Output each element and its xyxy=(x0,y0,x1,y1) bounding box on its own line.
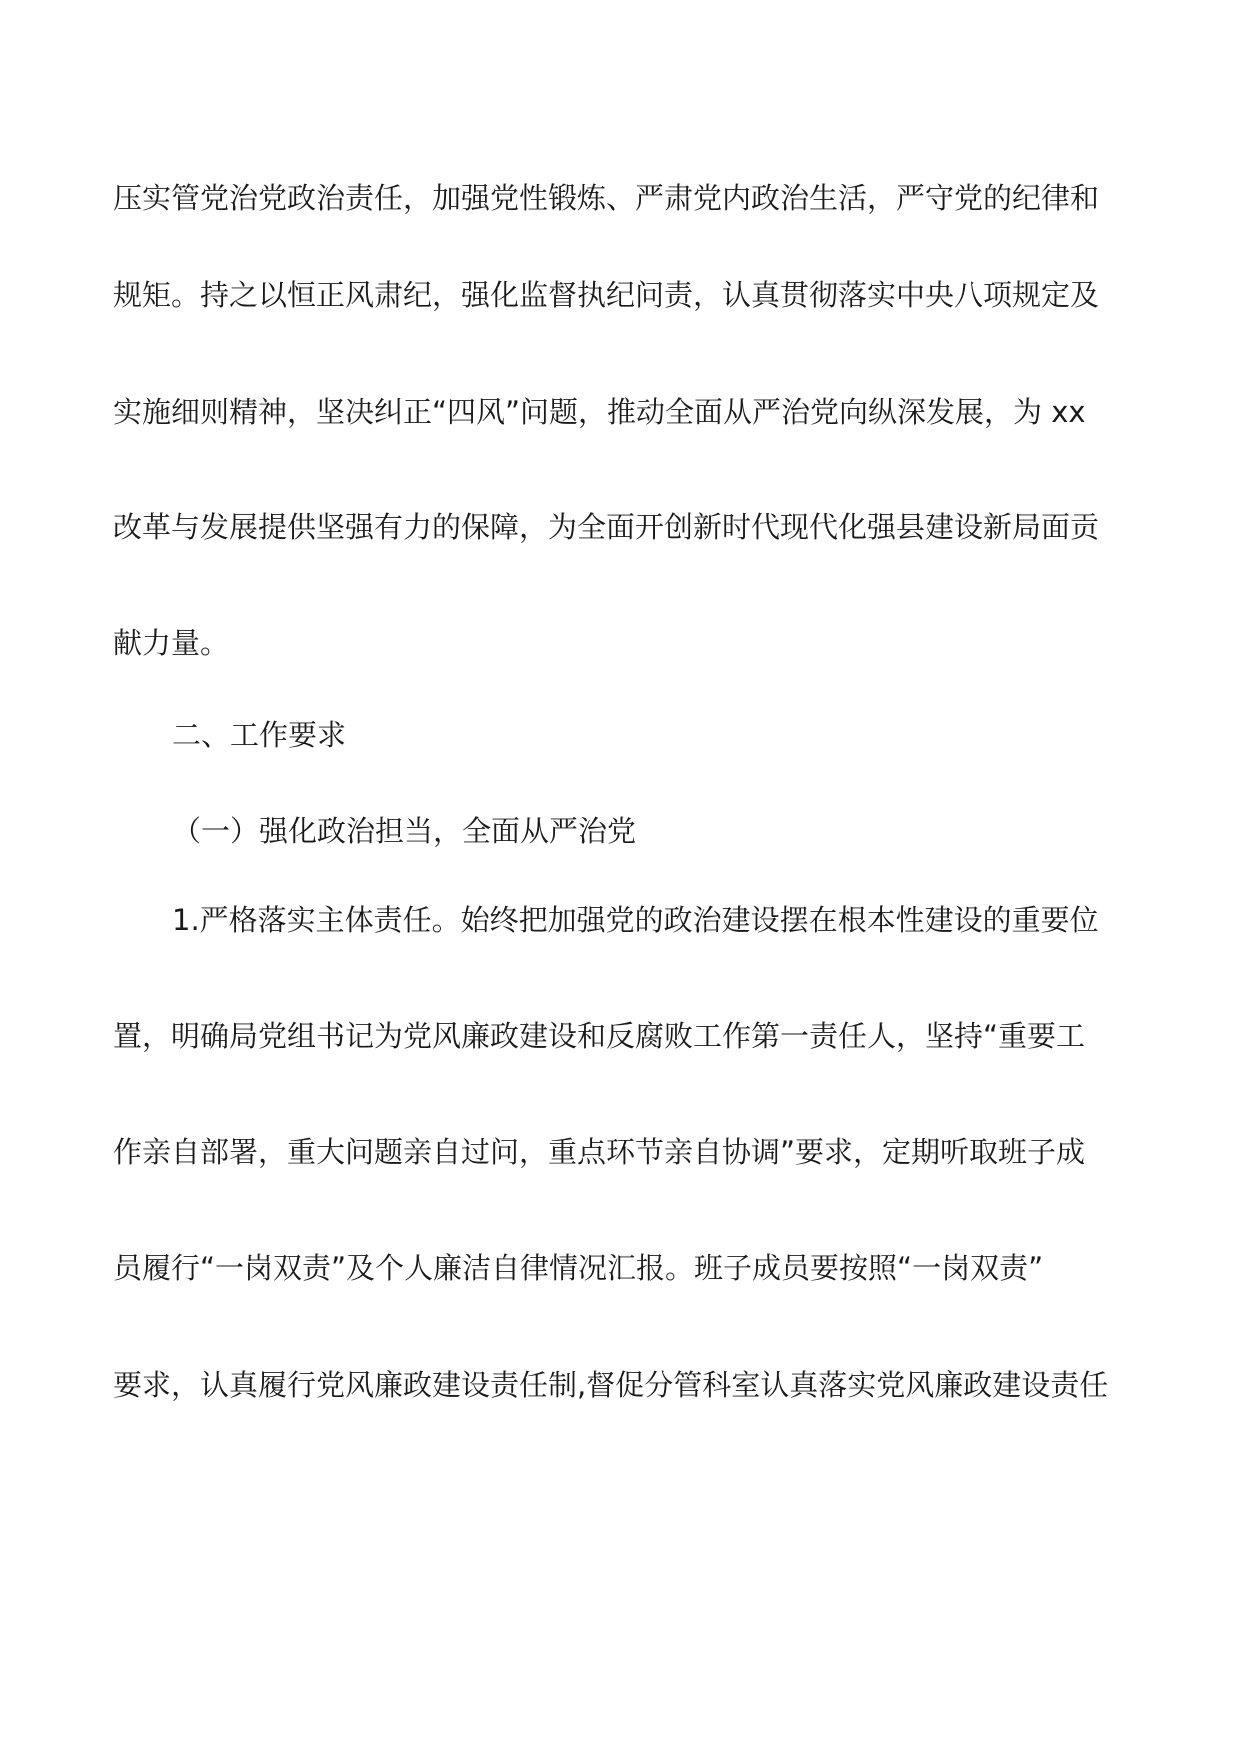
paragraph-line: 1.严格落实主体责任。始终把加强党的政治建设摆在根本性建设的重要位 xyxy=(172,903,1099,937)
paragraph-line: 置，明确局党组书记为党风廉政建设和反腐败工作第一责任人，坚持“重要工 xyxy=(113,1019,1086,1053)
paragraph-line: 要求，认真履行党风廉政建设责任制,督促分管科室认真落实党风廉政建设责任 xyxy=(113,1368,1109,1402)
paragraph-line: 规矩。持之以恒正风肃纪，强化监督执纪问责，认真贯彻落实中央八项规定及 xyxy=(113,278,1100,312)
paragraph-line: 压实管党治党政治责任，加强党性锻炼、严肃党内政治生活，严守党的纪律和 xyxy=(113,181,1100,215)
section-heading: 二、工作要求 xyxy=(172,718,347,752)
paragraph-line: 献力量。 xyxy=(113,626,230,660)
paragraph-line: 实施细则精神，坚决纠正“四风”问题，推动全面从严治党向纵深发展，为 xx xyxy=(113,395,1086,429)
paragraph-line: 作亲自部署，重大问题亲自过问，重点环节亲自协调”要求，定期听取班子成 xyxy=(113,1135,1086,1169)
paragraph-line: 员履行“一岗双责”及个人廉洁自律情况汇报。班子成员要按照“一岗双责” xyxy=(113,1251,1044,1285)
subsection-heading: （一）强化政治担当，全面从严治党 xyxy=(172,814,637,848)
paragraph-line: 改革与发展提供坚强有力的保障，为全面开创新时代现代化强县建设新局面贡 xyxy=(113,510,1100,544)
